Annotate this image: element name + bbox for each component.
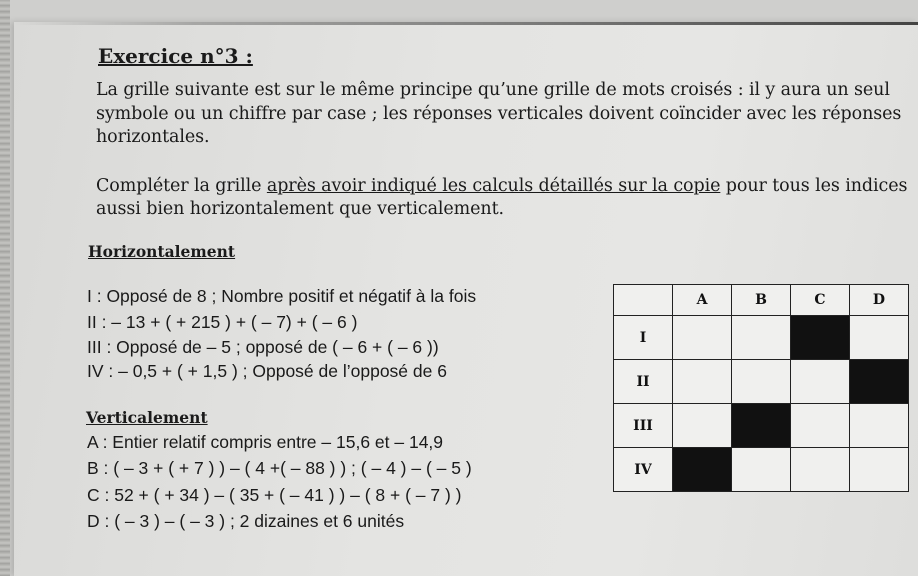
grid-header-row — [614, 285, 909, 316]
grid-col-header-A: A — [673, 285, 732, 316]
grid-cell[interactable] — [673, 404, 732, 448]
grid-cell[interactable] — [673, 360, 732, 404]
instruction-line-2: aussi bien horizontalement que verticalement. — [96, 199, 504, 219]
horizontal-clue-IV: IV : – 0,5 + ( + 1,5 ) ; Opposé de l’opposé de 6 — [87, 361, 447, 381]
grid-col-header-D: D — [850, 285, 909, 316]
instruction-underlined: après avoir indiqué les calculs détaillés sur la copie — [266, 176, 721, 196]
grid-cell[interactable] — [673, 316, 732, 360]
crossword-grid — [613, 284, 909, 492]
vertical-clue-C: C : 52 + ( + 34 ) – ( 35 + ( – 41 ) ) – ( 8 + ( – 7 ) ) — [87, 485, 462, 505]
grid-row-header-II: II — [614, 360, 673, 404]
grid-row-header-III: III — [614, 404, 673, 448]
intro-line-1: La grille suivante est sur le même principe qu’une grille de mots croisés : il y aura un seul — [96, 80, 890, 100]
grid-black-cell — [673, 448, 732, 492]
grid-row-III — [614, 404, 909, 448]
instruction-line-1 — [96, 176, 907, 196]
grid-cell[interactable] — [732, 316, 791, 360]
grid-col-header-B: B — [732, 285, 791, 316]
instruction-part-1: Compléter la grille — [96, 176, 267, 196]
grid-black-cell — [732, 404, 791, 448]
vertical-clue-B: B : ( – 3 + ( + 7 ) ) – ( 4 +( – 88 ) ) ; ( – 4 ) – ( – 5 ) — [87, 458, 472, 478]
grid-black-cell — [850, 360, 909, 404]
grid-cell[interactable] — [850, 316, 909, 360]
vertical-heading: Verticalement — [86, 408, 208, 427]
binder-edge — [0, 0, 10, 576]
grid-black-cell — [791, 316, 850, 360]
grid-row-I — [614, 316, 909, 360]
grid-cell[interactable] — [791, 360, 850, 404]
top-border-line — [14, 22, 918, 25]
grid-corner-cell — [614, 285, 673, 316]
horizontal-clue-II: II : – 13 + ( + 215 ) + ( – 7) + ( – 6 ) — [87, 312, 358, 332]
grid-cell[interactable] — [850, 404, 909, 448]
grid-row-header-IV: IV — [614, 448, 673, 492]
horizontal-clue-I: I : Opposé de 8 ; Nombre positif et négatif à la fois — [87, 286, 477, 306]
grid-cell[interactable] — [850, 448, 909, 492]
grid-cell[interactable] — [791, 404, 850, 448]
vertical-clue-D: D : ( – 3 ) – ( – 3 ) ; 2 dizaines et 6 unités — [87, 511, 405, 531]
grid-row-II — [614, 360, 909, 404]
intro-line-2: symbole ou un chiffre par case ; les réponses verticales doivent coïncider avec les réponses — [96, 104, 902, 124]
intro-line-3: horizontales. — [96, 127, 210, 147]
grid-cell[interactable] — [791, 448, 850, 492]
grid-row-header-I: I — [614, 316, 673, 360]
exercise-title: Exercice n°3 : — [98, 44, 253, 68]
grid-col-header-C: C — [791, 285, 850, 316]
horizontal-heading: Horizontalement — [88, 242, 236, 261]
horizontal-clue-III: III : Opposé de – 5 ; opposé de ( – 6 + ( – 6 )) — [87, 337, 439, 357]
grid-cell[interactable] — [732, 360, 791, 404]
grid-row-IV — [614, 448, 909, 492]
grid-cell[interactable] — [732, 448, 791, 492]
instruction-part-3: pour tous les indices — [720, 176, 908, 196]
vertical-clue-A: A : Entier relatif compris entre – 15,6 et – 14,9 — [87, 432, 444, 452]
